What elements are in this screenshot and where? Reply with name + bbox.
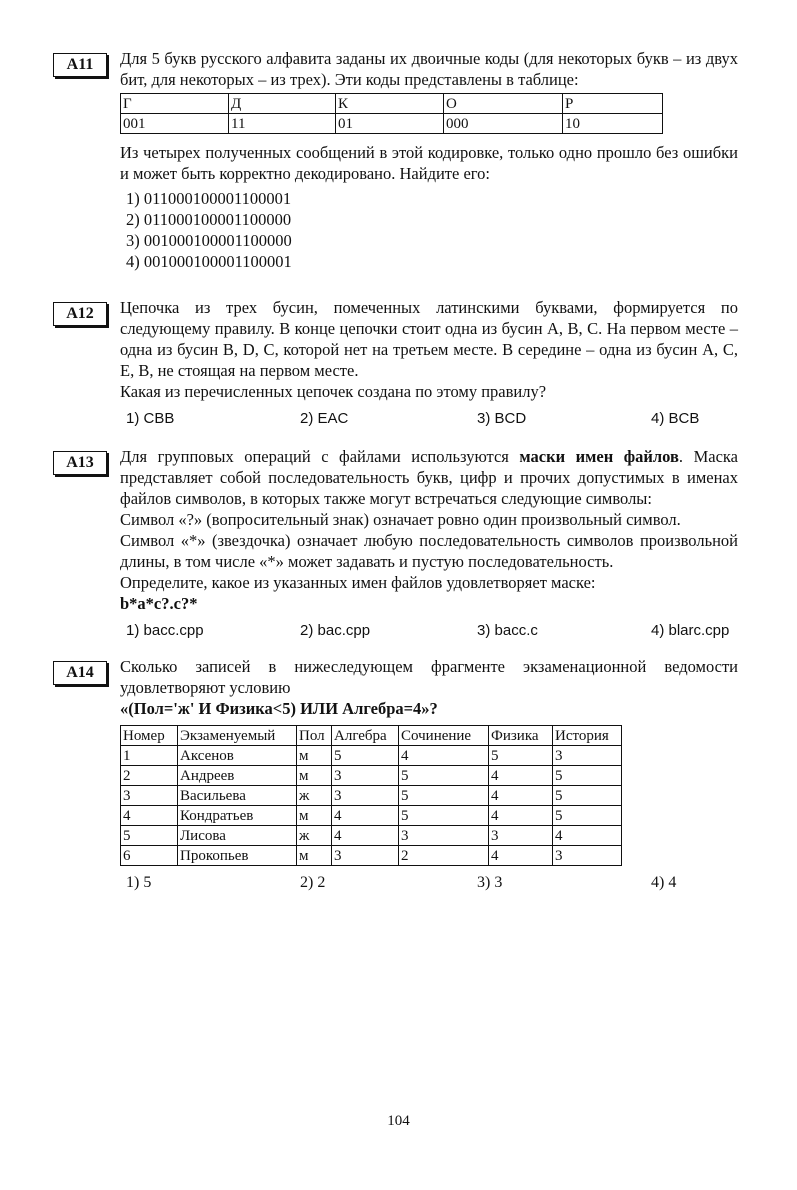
table-header-row (121, 726, 622, 746)
table-cell: 5 (553, 786, 622, 806)
answer-options (120, 872, 738, 894)
answer-option: 2) 2 (300, 874, 326, 891)
table-cell: Д (229, 94, 336, 114)
table-cell: ж (297, 826, 332, 846)
table-row (121, 94, 663, 114)
table-cell: 4 (489, 806, 553, 826)
table-cell: 4 (332, 826, 399, 846)
file-mask: b*a*c?.c?* (120, 594, 198, 613)
term-bold: маски имен файлов (519, 447, 679, 466)
task-label: A12 (53, 302, 107, 326)
table-cell: Г (121, 94, 229, 114)
task-content (120, 446, 738, 642)
table-row (121, 846, 622, 866)
answer-option: 4) blarc.cpp (651, 622, 730, 639)
table-cell: О (444, 94, 563, 114)
task-content (120, 656, 738, 894)
table-cell: м (297, 846, 332, 866)
table-cell: 1 (121, 746, 178, 766)
table-cell: 3 (399, 826, 489, 846)
answer-option: 3) bacc.c (477, 622, 538, 639)
table-cell: 5 (553, 766, 622, 786)
task-content (120, 297, 738, 430)
answer-options (120, 408, 738, 430)
table-cell: 4 (332, 806, 399, 826)
table-cell: Лисова (178, 826, 297, 846)
table-cell: 01 (336, 114, 444, 134)
answer-option: 3) 3 (477, 874, 503, 891)
table-cell: 001 (121, 114, 229, 134)
answer-option: 3) BCD (477, 410, 527, 427)
table-row (121, 114, 663, 134)
table-cell: Васильева (178, 786, 297, 806)
column-header: Пол (297, 726, 332, 746)
table-cell: 4 (489, 766, 553, 786)
table-cell: 10 (563, 114, 663, 134)
table-cell: 2 (121, 766, 178, 786)
column-header: Номер (121, 726, 178, 746)
table-cell: 5 (399, 786, 489, 806)
table-cell: 4 (553, 826, 622, 846)
table-cell: 2 (399, 846, 489, 866)
task-question: Какая из перечисленных цепочек создана по этому правилу? (120, 382, 547, 401)
table-cell: 3 (332, 766, 399, 786)
answer-option: 2) bac.cpp (300, 622, 371, 639)
table-cell: м (297, 766, 332, 786)
table-row (121, 786, 622, 806)
answer-option: 4) 001000100001100001 (126, 252, 292, 271)
answer-option: 4) 4 (651, 874, 677, 891)
table-cell: 5 (553, 806, 622, 826)
exam-table (120, 725, 622, 866)
answer-options (126, 188, 738, 272)
column-header: Экзаменуемый (178, 726, 297, 746)
table-cell: 5 (121, 826, 178, 846)
answer-option: 4) BCB (651, 410, 700, 427)
table-cell: м (297, 746, 332, 766)
task-line: Символ «?» (вопросительный знак) означает ровно один произвольный символ. (120, 510, 681, 529)
table-cell: ж (297, 786, 332, 806)
task-text: Сколько записей в нижеследующем фрагменте экзаменационной ведомости удовлетворяют условию (120, 657, 738, 697)
answer-option: 2) 011000100001100000 (126, 210, 292, 229)
answer-option: 1) 011000100001100001 (126, 189, 292, 208)
table-cell: 3 (332, 786, 399, 806)
table-cell: 3 (489, 826, 553, 846)
table-cell: 5 (399, 766, 489, 786)
text-start: Для групповых операций с файлами используются (120, 447, 520, 466)
table-cell: 4 (489, 846, 553, 866)
table-cell: 6 (121, 846, 178, 866)
task-label: A11 (53, 53, 107, 77)
task-text (120, 446, 738, 509)
table-cell: 4 (121, 806, 178, 826)
table-cell: Аксенов (178, 746, 297, 766)
table-cell: К (336, 94, 444, 114)
table-row (121, 826, 622, 846)
table-row (121, 806, 622, 826)
table-cell: 5 (332, 746, 399, 766)
table-cell: 11 (229, 114, 336, 134)
task-question: Из четырех полученных сообщений в этой кодировке, только одно прошло без ошибки и может быть корректно декодировано. Найдите его: (120, 143, 738, 183)
table-cell: Прокопьев (178, 846, 297, 866)
task-intro: Для 5 букв русского алфавита заданы их двоичные коды (для некоторых букв – из двух бит, для некоторых – из трех). Эти коды представлены в таблице: (120, 49, 738, 89)
table-cell: Андреев (178, 766, 297, 786)
answer-option: 1) bacc.cpp (126, 622, 204, 639)
table-cell: 3 (121, 786, 178, 806)
table-cell: 4 (489, 786, 553, 806)
table-cell: 3 (332, 846, 399, 866)
column-header: История (553, 726, 622, 746)
table-cell: Р (563, 94, 663, 114)
answer-option: 3) 001000100001100000 (126, 231, 292, 250)
table-cell: м (297, 806, 332, 826)
task-label: A13 (53, 451, 107, 475)
column-header: Физика (489, 726, 553, 746)
task-condition: «(Пол='ж' И Физика<5) ИЛИ Алгебра=4»? (120, 699, 438, 718)
task-line: Символ «*» (звездочка) означает любую последовательность символов произвольной длины, в том числе «*» может задавать и пустую последовательность. (120, 531, 738, 571)
code-table (120, 93, 663, 134)
table-cell: 3 (553, 846, 622, 866)
table-cell: 5 (489, 746, 553, 766)
task-text: Цепочка из трех бусин, помеченных латинскими буквами, формируется по следующему правилу. В конце цепочки стоит одна из бусин A, B, C. На первом месте – одна из бусин B, D, C, которой нет на третьем месте. В середине – одна из бусин A, C, E, B, не стоящая на первом месте. (120, 298, 738, 380)
table-cell: 4 (399, 746, 489, 766)
task-content (120, 48, 738, 272)
answer-option: 1) 5 (126, 874, 152, 891)
table-cell: Кондратьев (178, 806, 297, 826)
column-header: Сочинение (399, 726, 489, 746)
table-cell: 3 (553, 746, 622, 766)
task-label: A14 (53, 661, 107, 685)
table-cell: 5 (399, 806, 489, 826)
answer-option: 1) CBB (126, 410, 175, 427)
answer-options (120, 620, 738, 642)
page-number: 104 (387, 1113, 410, 1129)
table-row (121, 766, 622, 786)
table-row (121, 746, 622, 766)
text-rest: . Маска представляет собой последовательность букв, цифр и прочих допустимых в именах файлов символов, в которых также могут встречаться следующие символы: (120, 447, 738, 508)
task-line: Определите, какое из указанных имен файлов удовлетворяет маске: (120, 573, 596, 592)
answer-option: 2) EAC (300, 410, 349, 427)
table-cell: 000 (444, 114, 563, 134)
column-header: Алгебра (332, 726, 399, 746)
